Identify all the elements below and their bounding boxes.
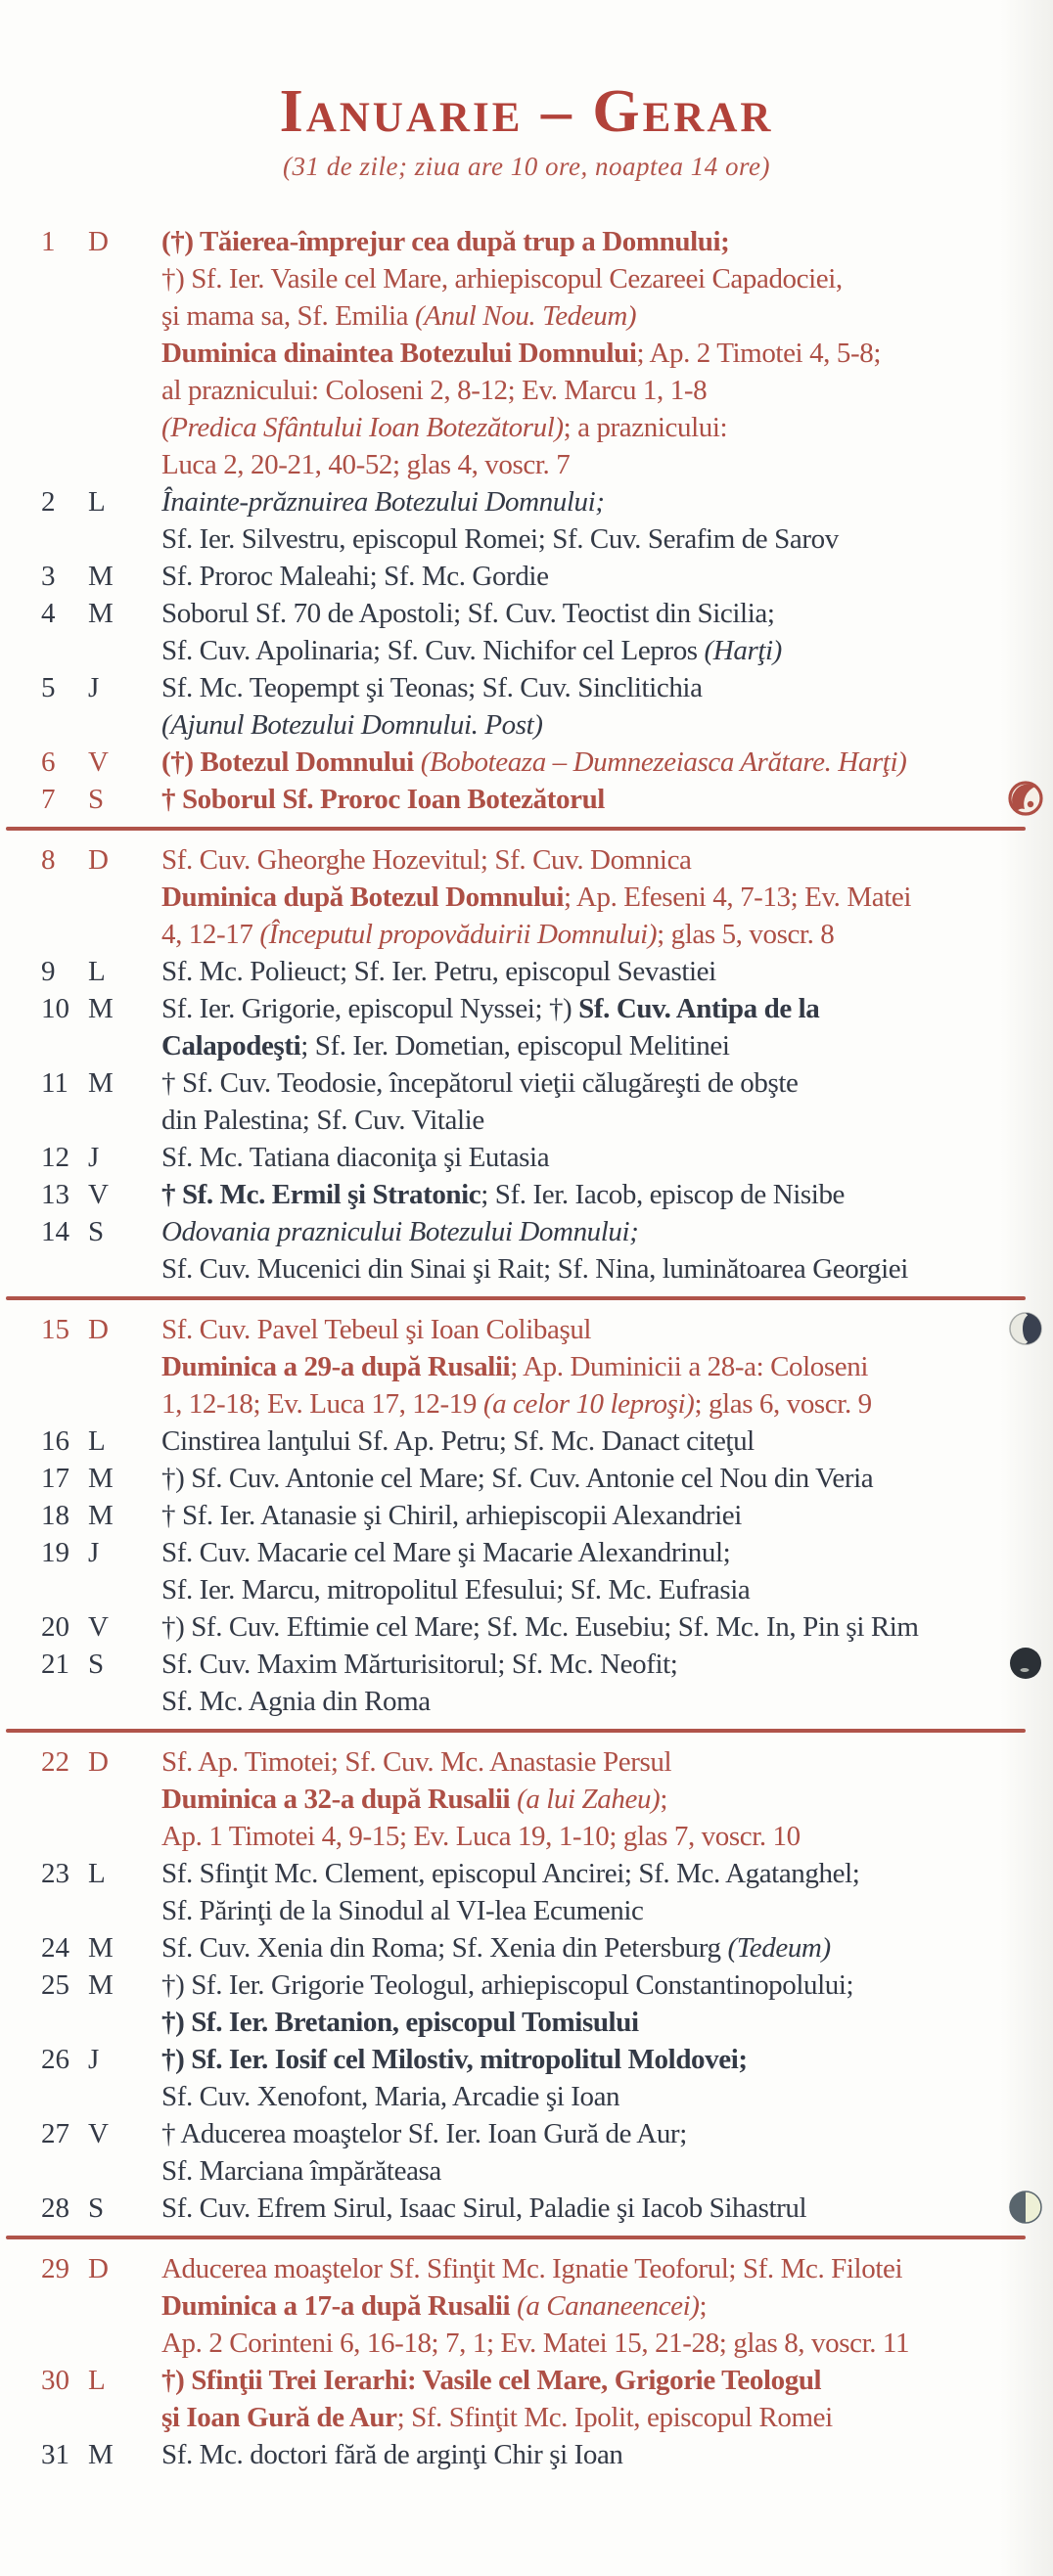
week-separator	[6, 827, 1026, 831]
day-label	[0, 483, 161, 558]
day-of-week-letter: M	[88, 598, 114, 630]
day-label	[0, 1213, 161, 1288]
entry-text	[161, 2362, 1053, 2436]
entry-line: Sf. Cuv. Mucenici din Sinai şi Rait; Sf. Nina, luminătoarea Georgiei	[161, 1253, 908, 1286]
entry-line: şi Ioan Gură de Aur; Sf. Sfinţit Mc. Ipolit, episcopul Romei	[161, 2402, 833, 2434]
day-of-week-letter: D	[88, 226, 109, 258]
day-of-week-letter: V	[88, 1179, 109, 1211]
entry-line: Sf. Proroc Maleahi; Sf. Mc. Gordie	[161, 561, 549, 593]
entry-line: Sf. Ier. Grigorie, episcopul Nyssei; †) Sf. Cuv. Antipa de la	[161, 993, 820, 1025]
entry-text	[161, 595, 1053, 669]
day-label	[0, 1929, 161, 1966]
day-label	[0, 1608, 161, 1646]
day-of-week-letter: S	[88, 1649, 105, 1681]
day-of-week-letter: J	[88, 1142, 100, 1174]
entry-text	[161, 2115, 1053, 2190]
entry-text	[161, 781, 1053, 818]
entry-line: †) Sf. Cuv. Antonie cel Mare; Sf. Cuv. Antonie cel Nou din Veria	[161, 1463, 874, 1495]
day-of-week-letter: M	[88, 1969, 114, 2002]
moon-phase-icon-first-quarter	[1006, 1309, 1045, 1348]
day-of-week-letter: M	[88, 561, 114, 593]
entry-line: Înainte-prăznuirea Botezului Domnului;	[161, 486, 605, 519]
day-label	[0, 1497, 161, 1534]
day-label	[0, 223, 161, 483]
entry-line: Sf. Ap. Timotei; Sf. Cuv. Mc. Anastasie Persul	[161, 1746, 672, 1779]
entry-text	[161, 1064, 1053, 1139]
calendar-entry-2	[0, 483, 1053, 558]
day-number: 13	[41, 1179, 69, 1211]
month-title: Ianuarie – Gerar	[279, 78, 774, 145]
day-label	[0, 1311, 161, 1423]
entry-line: al praznicului: Coloseni 2, 8-12; Ev. Marcu 1, 1-8	[161, 375, 708, 407]
day-of-week-letter: D	[88, 1314, 109, 1346]
entry-text	[161, 1497, 1053, 1534]
calendar-entry-14	[0, 1213, 1053, 1288]
entry-text	[161, 1139, 1053, 1176]
entry-line: Sf. Cuv. Apolinaria; Sf. Cuv. Nichifor cel Lepros (Harţi)	[161, 635, 782, 667]
entry-text	[161, 1929, 1053, 1966]
day-number: 12	[41, 1142, 69, 1174]
day-label	[0, 744, 161, 781]
entry-line: Duminica a 32-a după Rusalii (a lui Zaheu);	[161, 1784, 667, 1816]
day-of-week-letter: M	[88, 993, 114, 1025]
entry-line: †) Sf. Ier. Iosif cel Milostiv, mitropolitul Moldovei;	[161, 2044, 748, 2076]
calendar-entry-5	[0, 669, 1053, 744]
entry-line: din Palestina; Sf. Cuv. Vitalie	[161, 1105, 484, 1137]
day-label	[0, 2362, 161, 2436]
calendar-entry-27	[0, 2115, 1053, 2190]
entry-line: 4, 12-17 (Începutul propovăduirii Domnului); glas 5, voscr. 8	[161, 919, 835, 951]
entry-line: Luca 2, 20-21, 40-52; glas 4, voscr. 7	[161, 449, 571, 481]
entry-text	[161, 744, 1053, 781]
entry-text	[161, 1460, 1053, 1497]
entry-line: Cinstirea lanţului Sf. Ap. Petru; Sf. Mc. Danact citeţul	[161, 1425, 755, 1458]
day-label	[0, 2250, 161, 2362]
day-number: 24	[41, 1932, 69, 1965]
day-number: 23	[41, 1858, 69, 1890]
day-label	[0, 1966, 161, 2041]
entry-text	[161, 953, 1053, 990]
entry-line: †) Sfinţii Trei Ierarhi: Vasile cel Mare, Grigorie Teologul	[161, 2365, 822, 2397]
day-of-week-letter: S	[88, 2192, 105, 2225]
entry-text	[161, 558, 1053, 595]
calendar-entry-7	[0, 781, 1053, 818]
entry-line: Ap. 2 Corinteni 6, 16-18; 7, 1; Ev. Matei 15, 21-28; glas 8, voscr. 11	[161, 2327, 910, 2360]
entry-text	[161, 841, 1053, 953]
day-number: 4	[41, 598, 56, 630]
moon-phase-icon-last-quarter	[1006, 2188, 1045, 2227]
day-of-week-letter: S	[88, 784, 105, 816]
calendar-entry-30	[0, 2362, 1053, 2436]
day-of-week-letter: V	[88, 2118, 109, 2150]
calendar-entry-21	[0, 1646, 1053, 1720]
entry-text	[161, 1176, 1053, 1213]
day-of-week-letter: J	[88, 1537, 100, 1569]
calendar-entry-23	[0, 1855, 1053, 1929]
entry-text	[161, 1646, 1053, 1720]
day-of-week-letter: M	[88, 1463, 114, 1495]
day-label	[0, 2190, 161, 2227]
day-number: 29	[41, 2253, 69, 2285]
entry-line: Odovania praznicului Botezului Domnului;	[161, 1216, 639, 1248]
day-number: 16	[41, 1425, 69, 1458]
day-of-week-letter: S	[88, 1216, 105, 1248]
calendar-entry-13	[0, 1176, 1053, 1213]
day-of-week-letter: D	[88, 844, 109, 877]
entry-line: †) Sf. Ier. Grigorie Teologul, arhiepiscopul Constantinopolului;	[161, 1969, 854, 2002]
calendar-entry-16	[0, 1423, 1053, 1460]
entry-line: Duminica dinaintea Botezului Domnului; Ap. 2 Timotei 4, 5-8;	[161, 338, 881, 370]
entry-line: Sf. Cuv. Efrem Sirul, Isaac Sirul, Paladie şi Iacob Sihastrul	[161, 2192, 807, 2225]
day-number: 15	[41, 1314, 69, 1346]
day-label	[0, 990, 161, 1064]
entry-text	[161, 223, 1053, 483]
entry-text	[161, 1213, 1053, 1288]
day-number: 1	[41, 226, 56, 258]
entry-text	[161, 1966, 1053, 2041]
day-of-week-letter: L	[88, 1425, 106, 1458]
day-label	[0, 2436, 161, 2473]
day-number: 21	[41, 1649, 69, 1681]
day-of-week-letter: M	[88, 1932, 114, 1965]
entry-line: Soborul Sf. 70 de Apostoli; Sf. Cuv. Teoctist din Sicilia;	[161, 598, 775, 630]
calendar-entry-29	[0, 2250, 1053, 2362]
entry-line: † Soborul Sf. Proroc Ioan Botezătorul	[161, 784, 605, 816]
entry-line: (†) Botezul Domnului (Boboteaza – Dumnezeiasca Arătare. Harţi)	[161, 746, 907, 779]
day-number: 8	[41, 844, 56, 877]
calendar-entry-19	[0, 1534, 1053, 1608]
entry-text	[161, 1608, 1053, 1646]
entry-line: † Sf. Ier. Atanasie şi Chiril, arhiepiscopii Alexandriei	[161, 1500, 742, 1532]
entry-line: Ap. 1 Timotei 4, 9-15; Ev. Luca 19, 1-10; glas 7, voscr. 10	[161, 1821, 801, 1853]
day-label	[0, 1534, 161, 1608]
day-label	[0, 1646, 161, 1720]
calendar-entry-10	[0, 990, 1053, 1064]
entry-line: Sf. Cuv. Xenia din Roma; Sf. Xenia din Petersburg (Tedeum)	[161, 1932, 831, 1965]
moon-phase-icon-red-moon	[1006, 779, 1045, 818]
entry-line: Sf. Marciana împărăteasa	[161, 2155, 441, 2188]
day-of-week-letter: L	[88, 2365, 106, 2397]
entry-text	[161, 1534, 1053, 1608]
day-number: 11	[41, 1067, 69, 1100]
calendar-entry-20	[0, 1608, 1053, 1646]
entry-line: 1, 12-18; Ev. Luca 17, 12-19 (a celor 10 leproşi); glas 6, voscr. 9	[161, 1388, 872, 1421]
day-number: 6	[41, 746, 56, 779]
calendar-entry-31	[0, 2436, 1053, 2473]
entry-text	[161, 2190, 1053, 2227]
calendar-entry-26	[0, 2041, 1053, 2115]
day-label	[0, 841, 161, 953]
entry-text	[161, 1855, 1053, 1929]
entry-line: Duminica a 17-a după Rusalii (a Cananeencei);	[161, 2290, 708, 2323]
week-separator	[6, 1729, 1026, 1733]
day-label	[0, 1064, 161, 1139]
day-number: 10	[41, 993, 69, 1025]
day-number: 26	[41, 2044, 69, 2076]
entry-text	[161, 990, 1053, 1064]
day-of-week-letter: M	[88, 1067, 114, 1100]
entry-line: Sf. Ier. Silvestru, episcopul Romei; Sf. Cuv. Serafim de Sarov	[161, 523, 839, 556]
entry-line: Sf. Mc. Polieuct; Sf. Ier. Petru, episcopul Sevastiei	[161, 956, 716, 988]
entry-line: Sf. Sfinţit Mc. Clement, episcopul Ancirei; Sf. Mc. Agatanghel;	[161, 1858, 860, 1890]
entry-line: Calapodeşti; Sf. Ier. Dometian, episcopul Melitinei	[161, 1030, 730, 1062]
day-number: 2	[41, 486, 56, 519]
entry-line: Sf. Mc. Teopempt şi Teonas; Sf. Cuv. Sinclitichia	[161, 672, 703, 704]
entry-text	[161, 2041, 1053, 2115]
day-number: 27	[41, 2118, 69, 2150]
calendar-entry-24	[0, 1929, 1053, 1966]
day-number: 30	[41, 2365, 69, 2397]
calendar-entry-12	[0, 1139, 1053, 1176]
entry-text	[161, 2436, 1053, 2473]
calendar-entry-6	[0, 744, 1053, 781]
day-number: 20	[41, 1611, 69, 1644]
calendar-entry-15	[0, 1311, 1053, 1423]
day-number: 28	[41, 2192, 69, 2225]
day-of-week-letter: D	[88, 2253, 109, 2285]
calendar-entry-3	[0, 558, 1053, 595]
day-number: 14	[41, 1216, 69, 1248]
entry-text	[161, 1423, 1053, 1460]
entry-line: Aducerea moaştelor Sf. Sfinţit Mc. Ignatie Teoforul; Sf. Mc. Filotei	[161, 2253, 903, 2285]
entry-line: Sf. Mc. Agnia din Roma	[161, 1686, 431, 1718]
day-of-week-letter: V	[88, 1611, 109, 1644]
entry-line: †) Sf. Cuv. Eftimie cel Mare; Sf. Mc. Eusebiu; Sf. Mc. In, Pin şi Rim	[161, 1611, 919, 1644]
calendar-entry-17	[0, 1460, 1053, 1497]
entry-line: † Aducerea moaştelor Sf. Ier. Ioan Gură de Aur;	[161, 2118, 687, 2150]
entry-line: Sf. Cuv. Maxim Mărturisitorul; Sf. Mc. Neofit;	[161, 1649, 678, 1681]
entry-line: Sf. Cuv. Pavel Tebeul şi Ioan Colibaşul	[161, 1314, 592, 1346]
day-of-week-letter: L	[88, 486, 106, 519]
entry-line: Sf. Cuv. Macarie cel Mare şi Macarie Alexandrinul;	[161, 1537, 731, 1569]
calendar-entry-11	[0, 1064, 1053, 1139]
day-label	[0, 781, 161, 818]
day-of-week-letter: D	[88, 1746, 109, 1779]
day-number: 22	[41, 1746, 69, 1779]
entry-line: † Sf. Mc. Ermil şi Stratonic; Sf. Ier. Iacob, episcop de Nisibe	[161, 1179, 846, 1211]
day-number: 18	[41, 1500, 69, 1532]
entry-text	[161, 1743, 1053, 1855]
day-of-week-letter: J	[88, 672, 100, 704]
calendar-list	[0, 223, 1053, 2473]
day-number: 7	[41, 784, 56, 816]
entry-line: Sf. Mc. doctori fără de arginţi Chir şi Ioan	[161, 2439, 623, 2471]
entry-line: Sf. Părinţi de la Sinodul al VI-lea Ecumenic	[161, 1895, 644, 1927]
day-label	[0, 1139, 161, 1176]
entry-line: Duminica a 29-a după Rusalii; Ap. Duminicii a 28-a: Coloseni	[161, 1351, 868, 1383]
day-label	[0, 595, 161, 669]
day-of-week-letter: M	[88, 2439, 114, 2471]
entry-line: Sf. Cuv. Xenofont, Maria, Arcadie şi Ioan	[161, 2081, 620, 2113]
entry-line: (Ajunul Botezului Domnului. Post)	[161, 709, 543, 742]
entry-text	[161, 483, 1053, 558]
day-label	[0, 558, 161, 595]
calendar-entry-28	[0, 2190, 1053, 2227]
day-label	[0, 1743, 161, 1855]
day-label	[0, 669, 161, 744]
entry-line: Sf. Cuv. Gheorghe Hozevitul; Sf. Cuv. Domnica	[161, 844, 692, 877]
moon-phase-icon-new-moon	[1006, 1644, 1045, 1683]
day-label	[0, 1423, 161, 1460]
entry-line: şi mama sa, Sf. Emilia (Anul Nou. Tedeum)	[161, 300, 637, 333]
entry-line: †) Sf. Ier. Vasile cel Mare, arhiepiscopul Cezareei Capadociei,	[161, 263, 843, 295]
calendar-entry-25	[0, 1966, 1053, 2041]
day-of-week-letter: J	[88, 2044, 100, 2076]
week-separator	[6, 2236, 1026, 2239]
entry-text	[161, 1311, 1053, 1423]
day-label	[0, 953, 161, 990]
entry-line: (†) Tăierea-împrejur cea după trup a Domnului;	[161, 226, 730, 258]
day-of-week-letter: L	[88, 1858, 106, 1890]
entry-line: †) Sf. Ier. Bretanion, episcopul Tomisului	[161, 2007, 639, 2039]
calendar-entry-9	[0, 953, 1053, 990]
day-number: 19	[41, 1537, 69, 1569]
day-of-week-letter: L	[88, 956, 106, 988]
day-label	[0, 1176, 161, 1213]
entry-text	[161, 2250, 1053, 2362]
calendar-entry-8	[0, 841, 1053, 953]
day-number: 5	[41, 672, 56, 704]
calendar-entry-1	[0, 223, 1053, 483]
day-number: 17	[41, 1463, 69, 1495]
entry-text	[161, 669, 1053, 744]
week-separator	[6, 1296, 1026, 1300]
calendar-entry-4	[0, 595, 1053, 669]
entry-line: Sf. Mc. Tatiana diaconiţa şi Eutasia	[161, 1142, 550, 1174]
entry-line: † Sf. Cuv. Teodosie, începătorul vieţii călugăreşti de obşte	[161, 1067, 799, 1100]
entry-line: Duminica după Botezul Domnului; Ap. Efeseni 4, 7-13; Ev. Matei	[161, 881, 912, 914]
day-number: 25	[41, 1969, 69, 2002]
day-of-week-letter: V	[88, 746, 109, 779]
month-subtitle: (31 de zile; ziua are 10 ore, noaptea 14 ore)	[283, 152, 770, 182]
day-label	[0, 1855, 161, 1929]
day-label	[0, 1460, 161, 1497]
day-number: 31	[41, 2439, 69, 2471]
day-number: 3	[41, 561, 56, 593]
entry-line: Sf. Ier. Marcu, mitropolitul Efesului; Sf. Mc. Eufrasia	[161, 1574, 751, 1606]
day-of-week-letter: M	[88, 1500, 114, 1532]
page-header	[0, 0, 1053, 182]
day-label	[0, 2115, 161, 2190]
day-number: 9	[41, 956, 56, 988]
calendar-entry-18	[0, 1497, 1053, 1534]
day-label	[0, 2041, 161, 2115]
calendar-entry-22	[0, 1743, 1053, 1855]
entry-line: (Predica Sfântului Ioan Botezătorul); a praznicului:	[161, 412, 728, 444]
